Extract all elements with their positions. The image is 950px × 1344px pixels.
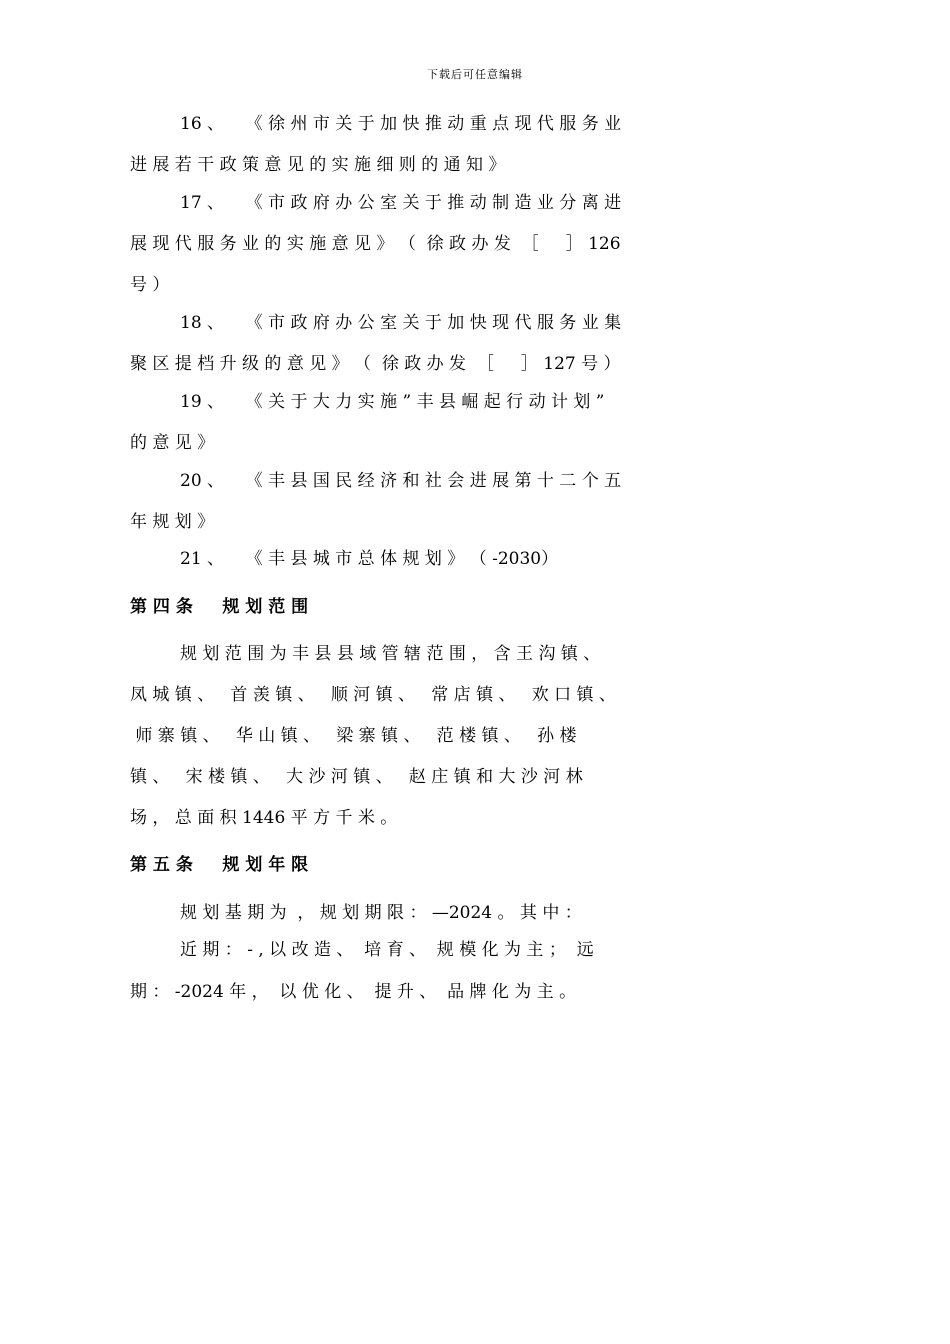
item-17-line-3: 号 ）	[130, 275, 170, 295]
article-5-heading: 第 五 条 规 划 年 限	[130, 855, 309, 875]
article-4-line-5: 场 ， 总 面 积 1446 平 方 千 米 。	[130, 808, 398, 828]
item-19-line-1: 19 、 《 关 于 大 力 实 施 ” 丰 县 崛 起 行 动 计 划 ”	[180, 392, 605, 412]
item-16-line-1: 16 、 《 徐 州 市 关 于 加 快 推 动 重 点 现 代 服 务 业	[180, 114, 622, 134]
article-4-line-1: 规 划 范 围 为 丰 县 县 域 管 辖 范 围 ， 含 王 沟 镇 、	[180, 644, 601, 664]
item-16-line-2: 进 展 若 干 政 策 意 见 的 实 施 细 则 的 通 知 》	[130, 155, 506, 175]
item-20-line-1: 20 、 《 丰 县 国 民 经 济 和 社 会 进 展 第 十 二 个 五	[180, 471, 622, 491]
item-19-line-2: 的 意 见 》	[130, 433, 215, 453]
item-20-line-2: 年 规 划 》	[130, 512, 215, 532]
article-4-line-4: 镇 、 宋 楼 镇 、 大 沙 河 镇 、 赵 庄 镇 和 大 沙 河 林	[130, 767, 583, 787]
item-17-line-1: 17 、 《 市 政 府 办 公 室 关 于 推 动 制 造 业 分 离 进	[180, 193, 622, 213]
article-5-line-2: 近 期 ： - , 以 改 造 、 培 育 、 规 模 化 为 主 ； 远	[180, 940, 594, 960]
article-5-line-3: 期 ： -2024 年 ， 以 优 化 、 提 升 、 品 牌 化 为 主 。	[130, 982, 577, 1002]
article-4-line-3: 师 寨 镇 、 华 山 镇 、 梁 寨 镇 、 范 楼 镇 、 孙 楼	[130, 726, 577, 746]
article-4-line-2: 凤 城 镇 、 首 羡 镇 、 顺 河 镇 、 常 店 镇 、 欢 口 镇 、	[130, 685, 616, 705]
item-17-line-2: 展 现 代 服 务 业 的 实 施 意 见 》 （ 徐 政 办 发 ［ ］ 126	[130, 234, 621, 254]
page-header: 下载后可任意编辑	[427, 68, 523, 81]
article-4-heading: 第 四 条 规 划 范 围	[130, 597, 309, 617]
item-21-line-1: 21 、 《 丰 县 城 市 总 体 规 划 》 （ -2030）	[180, 549, 559, 569]
item-18-line-1: 18 、 《 市 政 府 办 公 室 关 于 加 快 现 代 服 务 业 集	[180, 313, 622, 333]
item-18-line-2: 聚 区 提 档 升 级 的 意 见 》 （ 徐 政 办 发 ［ ］ 127 号 ）	[130, 354, 621, 374]
article-5-line-1: 规 划 基 期 为 ， 规 划 期 限 ： —2024 。 其 中 ：	[180, 903, 582, 923]
